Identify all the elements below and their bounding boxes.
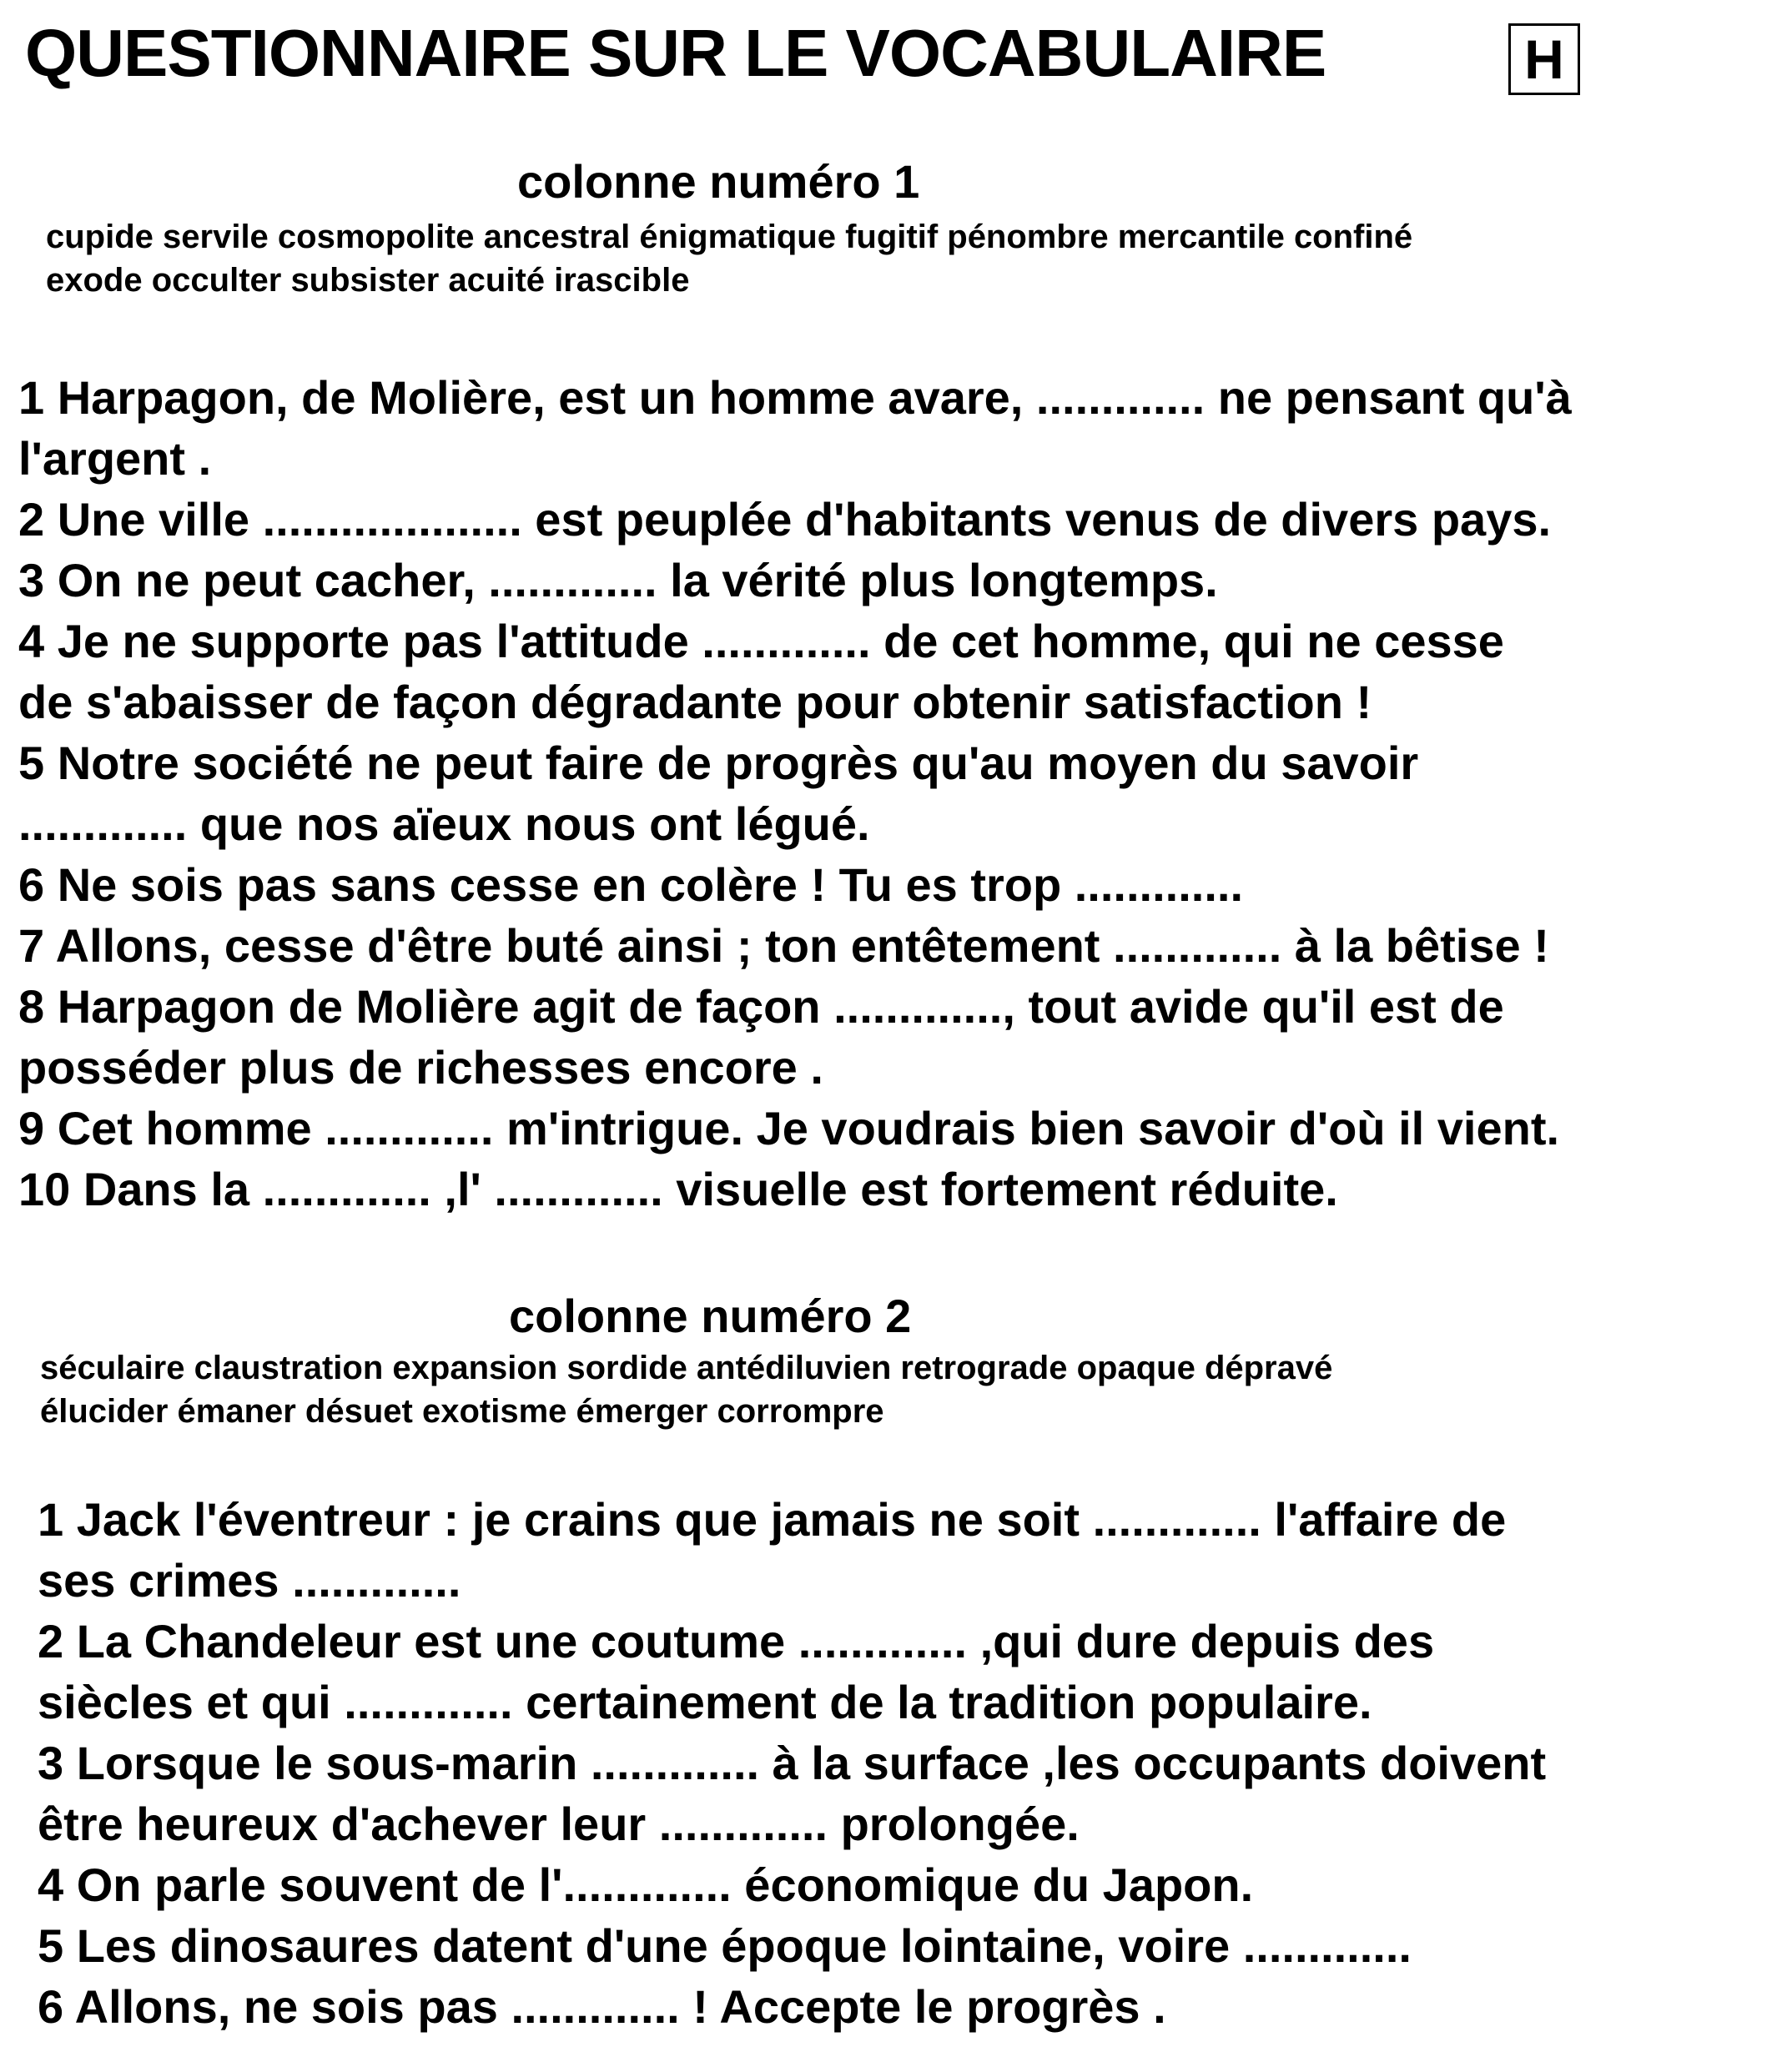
question-line: 1 Jack l'éventreur : je crains que jamais ne soit ............. l'affaire de [38, 1493, 1507, 1546]
wordbank-line: séculaire claustration expansion sordide antédiluvien retrograde opaque dépravé [40, 1350, 1333, 1386]
question-line: ............. que nos aïeux nous ont légué. [18, 797, 870, 850]
question-line: posséder plus de richesses encore . [18, 1041, 823, 1094]
question-line: 5 Les dinosaures datent d'une époque lointaine, voire ............. [38, 1919, 1412, 1972]
question-line: 4 On parle souvent de l'............. économique du Japon. [38, 1858, 1254, 1911]
section-1-questions [18, 367, 1572, 1220]
question-line: 2 La Chandeleur est une coutume ............. ,qui dure depuis des [38, 1615, 1435, 1667]
question-line: 8 Harpagon de Molière agit de façon ............., tout avide qu'il est de [18, 980, 1504, 1033]
page-title: QUESTIONNAIRE SUR LE VOCABULAIRE [25, 16, 1326, 90]
question-line: ses crimes ............. [38, 1554, 461, 1607]
question-line: 5 Notre société ne peut faire de progrès qu'au moyen du savoir [18, 737, 1419, 789]
wordbank-line: élucider émaner désuet exotisme émerger corrompre [40, 1393, 884, 1430]
question-line: 2 Une ville .................... est peuplée d'habitants venus de divers pays. [18, 493, 1552, 546]
level-badge: H [1508, 23, 1580, 95]
wordbank-line: cupide servile cosmopolite ancestral énigmatique fugitif pénombre mercantile confiné [46, 219, 1413, 255]
question-line: 3 On ne peut cacher, ............. la vérité plus longtemps. [18, 554, 1218, 606]
question-line: 6 Ne sois pas sans cesse en colère ! Tu es trop ............. [18, 858, 1244, 911]
section-2-wordbank [40, 1346, 1332, 1433]
question-line: 6 Allons, ne sois pas ............. ! Accepte le progrès . [38, 1980, 1166, 2033]
question-line: de s'abaisser de façon dégradante pour obtenir satisfaction ! [18, 676, 1372, 728]
question-line: l'argent . [18, 432, 212, 485]
question-line: 9 Cet homme ............. m'intrigue. Je voudrais bien savoir d'où il vient. [18, 1102, 1560, 1154]
question-line: 7 Allons, cesse d'être buté ainsi ; ton entêtement ............. à la bêtise ! [18, 919, 1549, 972]
section-2-heading: colonne numéro 2 [509, 1290, 912, 1342]
section-1-heading: colonne numéro 1 [517, 155, 920, 208]
question-line: 3 Lorsque le sous-marin ............. à la surface ,les occupants doivent [38, 1737, 1547, 1789]
section-2-questions [38, 1489, 1546, 2037]
question-line: 4 Je ne supporte pas l'attitude ............. de cet homme, qui ne cesse [18, 615, 1504, 667]
question-line: 1 Harpagon, de Molière, est un homme avare, ............. ne pensant qu'à [18, 371, 1572, 424]
wordbank-line: exode occulter subsister acuité irascible [46, 262, 690, 299]
section-1-wordbank [46, 215, 1412, 302]
question-line: siècles et qui ............. certainement de la tradition populaire. [38, 1676, 1372, 1728]
question-line: 10 Dans la ............. ,l' ............. visuelle est fortement réduite. [18, 1163, 1338, 1215]
question-line: être heureux d'achever leur ............. prolongée. [38, 1798, 1080, 1850]
